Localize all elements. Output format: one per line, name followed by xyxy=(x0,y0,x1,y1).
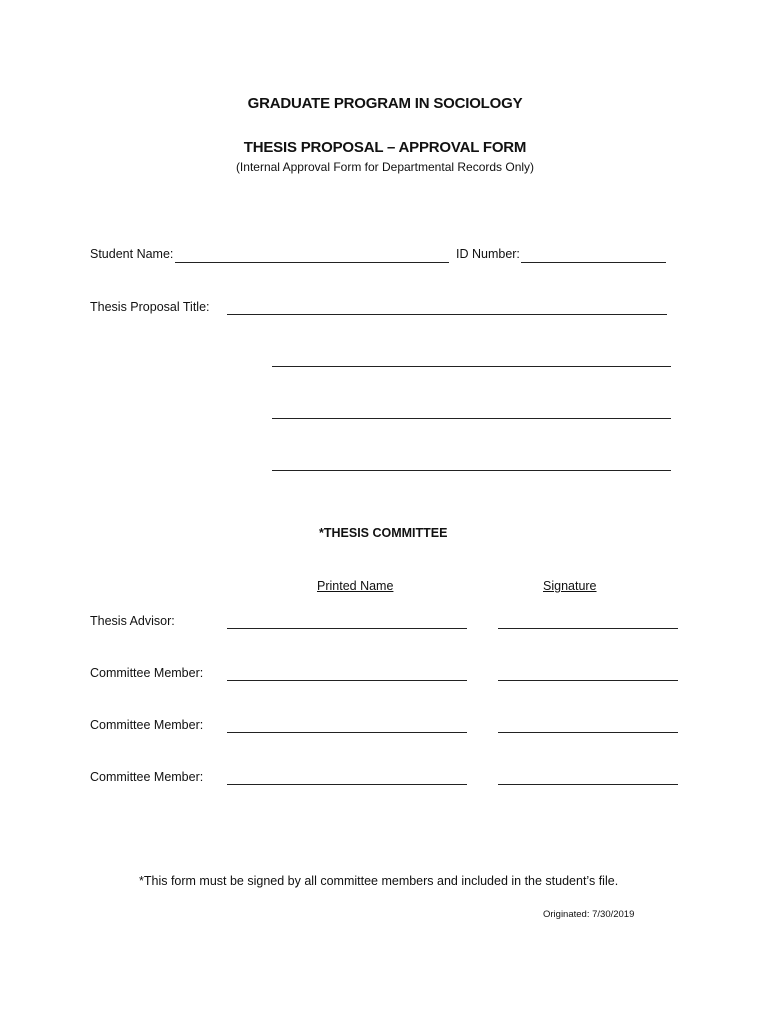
printed-name-field[interactable] xyxy=(227,732,467,733)
printed-name-column-header: Printed Name xyxy=(317,579,394,593)
student-name-label: Student Name: xyxy=(90,247,174,261)
signature-field[interactable] xyxy=(498,732,678,733)
signature-field[interactable] xyxy=(498,628,678,629)
thesis-title-field-line-4[interactable] xyxy=(272,470,671,471)
student-name-field[interactable] xyxy=(175,262,449,263)
thesis-title-field-line-2[interactable] xyxy=(272,366,671,367)
committee-role-label: Committee Member: xyxy=(90,770,204,784)
id-number-field[interactable] xyxy=(521,262,666,263)
form-title: THESIS PROPOSAL – APPROVAL FORM xyxy=(243,139,527,156)
printed-name-field[interactable] xyxy=(227,628,467,629)
committee-heading: *THESIS COMMITTEE xyxy=(319,526,448,540)
signature-column-header: Signature xyxy=(543,579,597,593)
signature-field[interactable] xyxy=(498,680,678,681)
id-number-label: ID Number: xyxy=(456,247,520,261)
committee-role-label: Committee Member: xyxy=(90,718,204,732)
signature-field[interactable] xyxy=(498,784,678,785)
thesis-title-field-line-1[interactable] xyxy=(227,314,667,315)
committee-role-label: Thesis Advisor: xyxy=(90,614,175,628)
printed-name-field[interactable] xyxy=(227,784,467,785)
thesis-title-field-line-3[interactable] xyxy=(272,418,671,419)
program-heading: GRADUATE PROGRAM IN SOCIOLOGY xyxy=(247,95,523,112)
originated-date: Originated: 7/30/2019 xyxy=(543,909,635,920)
thesis-title-label: Thesis Proposal Title: xyxy=(90,300,210,314)
form-subtitle: (Internal Approval Form for Departmental Records Only) xyxy=(235,160,535,174)
signature-requirement-note: *This form must be signed by all committee members and included in the student’s file. xyxy=(139,874,619,888)
printed-name-field[interactable] xyxy=(227,680,467,681)
committee-role-label: Committee Member: xyxy=(90,666,204,680)
